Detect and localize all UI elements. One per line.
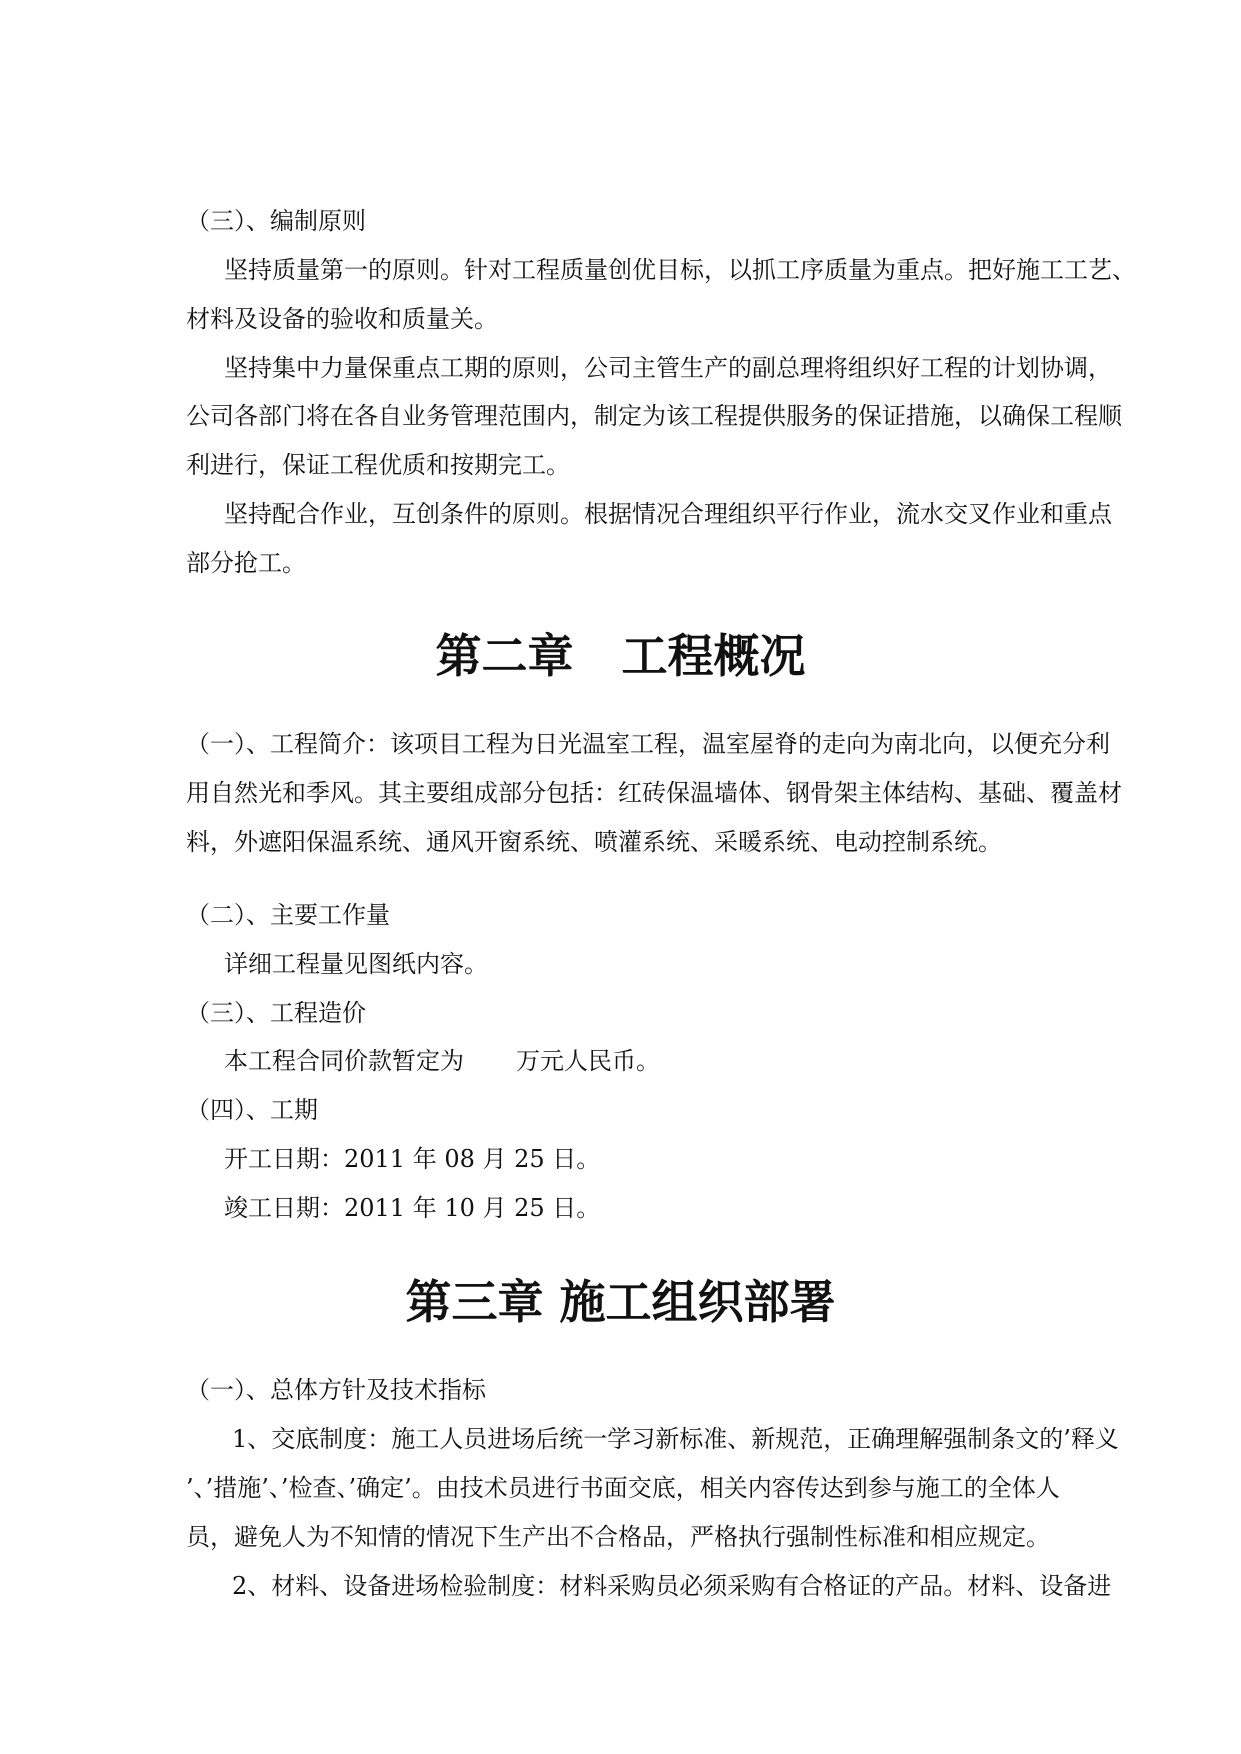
paragraph-line: 员，避免人为不知情的情况下生产出不合格品，严格执行强制性标准和相应规定。 <box>186 1523 1050 1551</box>
paragraph-line: 料，外遮阳保温系统、通风开窗系统、喷灌系统、采暖系统、电动控制系统。 <box>186 828 1002 856</box>
chapter-title-3: 第三章 施工组织部署 <box>405 1275 836 1329</box>
paragraph-line: 坚持配合作业，互创条件的原则。根据情况合理组织平行作业，流水交叉作业和重点 <box>224 500 1112 528</box>
chapter-title-2-name: 工程概况 <box>621 629 806 683</box>
cost-text-prefix: 本工程合同价款暂定为 <box>224 1047 464 1075</box>
section-heading-policy: （一）、总体方针及技术指标 <box>186 1376 486 1404</box>
start-date-line: 开工日期：2011 年 08 月 25 日。 <box>224 1145 601 1173</box>
section-heading-workload: （二）、主要工作量 <box>186 901 390 929</box>
section-heading-cost: （三）、工程造价 <box>186 999 366 1027</box>
paragraph-line: 部分抢工。 <box>186 549 306 577</box>
paragraph-line: （一）、工程简介：该项目工程为日光温室工程，温室屋脊的走向为南北向，以便充分利 <box>186 730 1110 758</box>
paragraph-line: 公司各部门将在各自业务管理范围内，制定为该工程提供服务的保证措施，以确保工程顺 <box>186 402 1122 430</box>
cost-text-suffix: 万元人民币。 <box>516 1047 660 1075</box>
paragraph-line: 材料及设备的验收和质量关。 <box>186 305 498 333</box>
paragraph-line: 坚持质量第一的原则。针对工程质量创优目标，以抓工序质量为重点。把好施工工艺、 <box>224 256 1136 284</box>
paragraph-line: ’、’措施’、’检查、’确定’。由技术员进行书面交底，相关内容传达到参与施工的全体人 <box>186 1474 1060 1502</box>
paragraph-line: 用自然光和季风。其主要组成部分包括：红砖保温墙体、钢骨架主体结构、基础、覆盖材 <box>186 779 1122 807</box>
paragraph-line: 2、材料、设备进场检验制度：材料采购员必须采购有合格证的产品。材料、设备进 <box>232 1572 1112 1600</box>
paragraph-line-cost <box>224 1044 1194 1078</box>
chapter-title-2-number: 第二章 <box>435 629 574 683</box>
section-heading-compile-principles: （三）、编制原则 <box>186 207 366 235</box>
paragraph-line: 利进行，保证工程优质和按期完工。 <box>186 451 570 479</box>
section-heading-period: （四）、工期 <box>186 1096 318 1124</box>
chapter-title-2 <box>0 626 1241 686</box>
end-date-line: 竣工日期：2011 年 10 月 25 日。 <box>224 1194 601 1222</box>
paragraph-line: 详细工程量见图纸内容。 <box>224 950 488 978</box>
paragraph-line: 坚持集中力量保重点工期的原则，公司主管生产的副总理将组织好工程的计划协调， <box>224 354 1112 382</box>
paragraph-line: 1、交底制度：施工人员进场后统一学习新标准、新规范，正确理解强制条文的’释义 <box>232 1425 1119 1453</box>
